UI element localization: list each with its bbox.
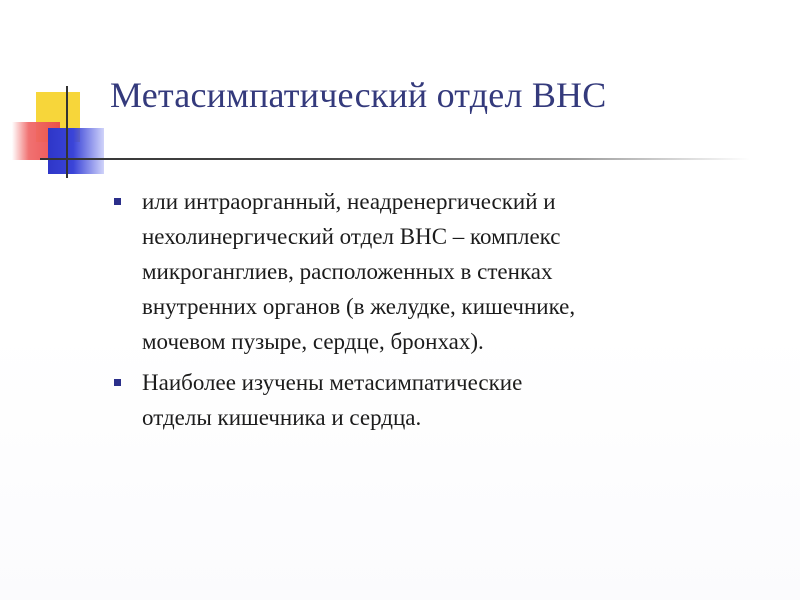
vertical-rule xyxy=(66,86,68,178)
blue-square-decoration xyxy=(48,128,104,174)
slide-title: Метасимпатический отдел ВНС xyxy=(110,75,607,115)
bullet-list xyxy=(108,184,748,441)
square-bullet-icon xyxy=(114,198,121,205)
bullet-2-line-2: отделы кишечника и сердца. xyxy=(142,405,422,430)
square-bullet-icon xyxy=(114,379,121,386)
title-underline xyxy=(40,158,750,160)
bullet-1-line-1: или интраорганный, неадренергический и xyxy=(142,189,556,214)
bullet-1-line-5: мочевом пузыре, сердце, бронхах). xyxy=(142,329,484,354)
bullet-1-line-4: внутренних органов (в желудке, кишечнике, xyxy=(142,294,576,319)
bullet-item-1 xyxy=(108,184,748,359)
bullet-2-line-1: Наиболее изучены метасимпатические xyxy=(142,370,523,395)
bullet-1-line-3: микроганглиев, расположенных в стенках xyxy=(142,259,553,284)
bullet-item-2 xyxy=(108,365,748,435)
bullet-1-line-2: нехолинергический отдел ВНС – комплекс xyxy=(142,224,561,249)
